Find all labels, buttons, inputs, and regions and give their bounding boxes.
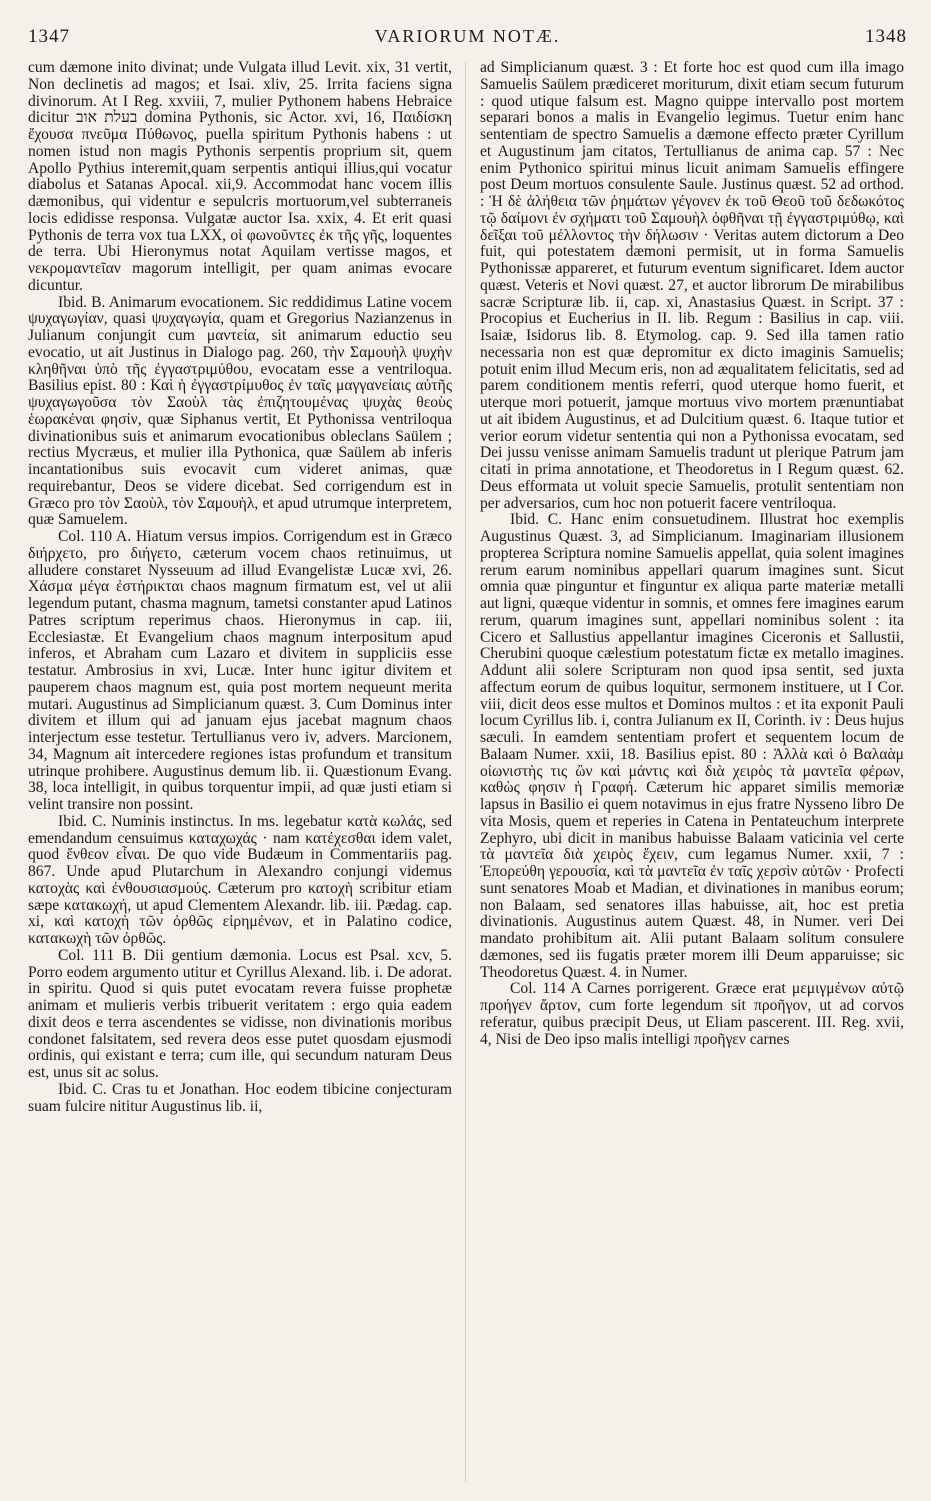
- paragraph: Ibid. C. Hanc enim consuetudinem. Illustrat hoc exemplis Augustinus Quæst. 3, ad Simplicianum. Imaginariam illusionem propterea Scriptura nomine Samuelis appellat, quia solent imagines rerum earum nominibus appellari quarum imagines sunt. Sicut omnia quæ pinguntur et finguntur ex aliqua parte materiæ metalli aut ligni, quæque videntur in somnis, et omnes fere imagines earum rerum, quarum imagines sunt, appellari nominibus solent : ita Cicero et Sallustius appellantur imagines Ciceronis et Sallustii, Cherubini quoque cælestium potestatum fictæ ex metallo imagines. Addunt alii solere Scripturam non quod ipsa sentit, sed juxta affectum eorum de quibus loquitur, sermonem instituere, ut I Cor. viii, dicit deos esse multos et Dominos multos : et ita exponit Pauli locum Cyrillus lib. i, contra Julianum ex II, Corinth. iv : Deus hujus sæculi. In eamdem sententiam profert et sequentem locum de Balaam Numer. xxii, 18. Basilius epist. 80 : Ἀλλὰ καὶ ὁ Βαλαὰμ οἰωνιστὴς τις ὢν καὶ μάντις καὶ διὰ χειρὸς τὰ μαντεῖα φέρων, καθὼς φησιν ἡ Γραφή. Cæterum hic apparet similis memoriæ lapsus in Basilio ei quem notavimus in ejus fratre Nysseno libro De vita Mosis, quem et reperies in Catena in Pentateuchum interprete Zephyro, ubi dicit in manibus habuisse Balaam vaticinia vel certe τὰ μαντεῖα διὰ χειρὸς ἔχειν, cum legamus Numer. xxii, 7 : Ἐπορεύθη γερουσία, καὶ τὰ μαντεῖα ἐν ταῖς χερσὶν αὐτῶν · Profecti sunt senatores Moab et Madian, et divinationes in manibus eorum; non Balaam, sed senatores illas habuisse, ait, hoc est pretia divinationis. Augustinus autem Quæst. 48, in Numer. veri Dei mandato prohibitum ait. Alii putant Balaam solitum consulere dæmones, sed iis fugatis præter morem illi Deum apparuisse; sic Theodoretus Quæst. 4. in Numer.: [480, 511, 904, 981]
- running-header: [28, 26, 907, 52]
- right-column: [480, 60, 904, 1048]
- page-number-right: 1348: [865, 26, 907, 47]
- column-divider: [465, 62, 466, 1482]
- page-number-left: 1347: [28, 26, 70, 47]
- paragraph: Col. 111 B. Dii gentium dæmonia. Locus est Psal. xcv, 5. Porro eodem argumento utitur et Cyrillus Alexand. lib. i. De adorat. in spiritu. Quod si quis putet evocatam revera fuisse prophetæ animam et mulieris verbis tribuerit veritatem : ergo quia eadem dixit deos e terra ascendentes se vidisse, non divinationis moribus condonet falsitatem, sed revera deos esse putet quosdam ejusmodi ordinis, qui existant e terra; cum ille, qui secundum naturam Deus est, unus sit ac solus.: [28, 946, 452, 1081]
- running-title: VARIORUM NOTÆ.: [374, 26, 561, 46]
- paragraph: ad Simplicianum quæst. 3 : Et forte hoc est quod cum illa imago Samuelis Saülem prædiceret moriturum, dixit etiam secum futurum : quod utique falsum est. Magno quippe intervallo post mortem separari bonos a malis in Evangelio legimus. Tuetur enim hanc sententiam de spectro Samuelis a dæmone effecto præter Cyrillum et Augustinum jam citatos, Tertullianus de anima cap. 57 : Nec enim Pythonico spiritui minus licuit animam Samuelis effingere post Deum mortuos consulente Saule. Justinus quæst. 52 ad orthod. : Ἡ δὲ ἀλήθεια τῶν ῥημάτων γέγονεν ἐκ τοῦ Θεοῦ τοῦ δεδωκότος τῷ δαίμονι ἐν σχήματι τοῦ Σαμουὴλ ὀφθῆναι τῇ ἐγγαστριμύθῳ, καὶ δεῖξαι τοῦ μέλλοντος τὴν δήλωσιν · Veritas autem dictorum a Deo fuit, qui potestatem dæmoni permisit, ut in forma Samuelis Pythonissæ appareret, et futurum eventum significaret. Idem auctor quæst. Veteris et Novi quæst. 27, et auctor librorum De mirabilibus sacræ Scripturæ lib. ii, cap. xi, Anastasius Quæst. in Script. 37 : Procopius et Eucherius in II. lib. Regum : Basilius in cap. viii. Isaiæ, Isidorus lib. 8. Etymolog. cap. 9. Sed illa tamen ratio necessaria non est quæ depromitur ex dicto imaginis Samuelis; potuit enim illud Mecum eris, non ad æqualitatem felicitatis, sed ad parem conditionem mentis referri, quod uterque homo fuerit, et uterque mori potuerit, jamque mortuus vivo mortem prænuntiabat ut ait ibidem Augustinus, et ad Dulcitium quæst. 6. Itaque tutior et verior eorum videtur sententia qui non a Pythonissa evocatam, sed Dei jussu venisse animam Samuelis tradunt ut plerique Patrum jam citati in prima annotatione, et Theodoretus in I Regum quæst. 62. Deus efformata ut voluit specie Samuelis, protulit sententiam non per adversarios, cum hoc non potuerit facere ventriloqua.: [480, 59, 904, 512]
- paragraph: cum dæmone inito divinat; unde Vulgata illud Levit. xix, 31 vertit, Non declinetis ad magos; et Isai. xliv, 25. Irrita faciens signa divinorum. At I Reg. xxviii, 7, mulier Pythonem habens Hebraice dicitur בעלת אוב domina Pythonis, sic Actor. xvi, 16, Παιδίσκη ἔχουσα πνεῦμα Πύθωνος, puella spiritum Pythonis habens : ut nomen istud non magis Pythonis serpentis proprium sit, quem Apollo Pythius interemit,quam serpentis antiqui illius,qui vocatur diabolus et Satanas Apocal. xii,9. Accommodat hanc vocem illis dæmonibus, qui videntur e sepulcris mortuorum,vel subterraneis locis edidisse responsa. Vulgatæ auctor Isa. xxix, 4. Et erit quasi Pythonis de terra vox tua LXX, οἱ φωνοῦντες ἐκ τῆς γῆς, loquentes de terra. Ubi Hieronymus notat Aquilam vertisse magos, et νεκρομαντεῖαν magorum intelligit, per quam animas evocare dicuntur.: [28, 59, 453, 294]
- paragraph: Ibid. C. Cras tu et Jonathan. Hoc eodem tibicine conjecturam suam fulcire nititur Augustinus lib. ii,: [28, 1080, 452, 1115]
- paragraph: Ibid. B. Animarum evocationem. Sic reddidimus Latine vocem ψυχαγωγίαν, quasi ψυχαγωγία, quam et Gregorius Nazianzenus in Julianum conjungit cum μαντεία, sit animarum eductio seu evocatio, ut ait Justinus in Dialogo pag. 260, τὴν Σαμουὴλ ψυχὴν κληθῆναι ὑπὸ τῆς ἐγγαστριμύθου, evocatam esse a ventriloqua. Basilius epist. 80 : Καὶ ἡ ἐγγαστρίμυθος ἐν ταῖς μαγγανείαις αὐτῆς ψυχαγωγοῦσα τὸν Σαοὺλ τὰς ἐπιζητουμένας ψυχὰς θεοὺς ἑωρακέναι φησίν, quæ Siphanus vertit, Et Pythonissa ventriloqua divinationibus suis et animarum evocationibus obleclans Saülem ; rectius Mycræus, et mulier illa Pythonica, quæ Saülem ab inferis incantationibus suis evocavit cum videret animas, quæ requirebantur, Deos se videre dicebat. Sed corrigendum est in Græco pro τὸν Σαοὺλ, τὸν Σαμουὴλ, et apud utrumque interpretem, quæ Samuelem.: [28, 293, 452, 529]
- paragraph: Col. 114 A Carnes porrigerent. Græce erat μεμιγμένων αὐτῷ προήγεν ἄρτον, cum forte legendum sit προῆγον, ut ad corvos referatur, quibus præcipit Deus, ut Eliam pascerent. III. Reg. xvii, 4, Nisi de Deo ipso malis intelligi προῆγεν carnes: [480, 980, 904, 1048]
- left-column: [28, 60, 452, 1115]
- paragraph: Col. 110 A. Hiatum versus impios. Corrigendum est in Græco διήρχετο, pro διήγετο, cæterum vocem chaos retinuimus, ut alludere constaret Nysseuum ad illud Evangelistæ Lucæ xvi, 26. Χάσμα μέγα ἐστήρικται chaos magnum firmatum est, vel ut alii legendum putant, chasma magnum, tametsi constanter apud Latinos Patres scriptum reperimus chaos. Hieronymus in cap. iii, Ecclesiastæ. Et Evangelium chaos magnum interpositum apud inferos, et Abraham cum Lazaro et divitem in suppliciis esse testatur. Ambrosius in xvi, Lucæ. Inter hunc igitur divitem et pauperem chaos magnum est, quia post mortem nequeunt merita mutari. Augustinus ad Simplicianum quæst. 3. Cum Dominus inter divitem et illum qui ad januam ejus jacebat magnum chaos interjectum esse testetur. Tertullianus vero iv, advers. Marcionem, 34, Magnum ait intercedere regiones istas profundum et transitum utrinque prohibere. Augustinus demum lib. ii. Quæstionum Evang. 38, loca intelligit, in quibus torquentur impii, ad quæ justi etiam si velint transire non possint.: [28, 528, 452, 813]
- paragraph: Ibid. C. Numinis instinctus. In ms. legebatur κατὰ κωλάς, sed emendandum censuimus καταχωχάς · nam κατέχεσθαι idem valet, quod ἔνθεον εἶναι. De quo vide Budæum in Commentariis pag. 867. Unde apud Plutarchum in Alexandro conjungi videmus κατοχὰς καὶ ἐνθουσιασμούς. Cæterum pro κατοχὴ scribitur etiam sæpe κατακωχή, ut apud Clementem Alexandr. lib. iii. Pædag. cap. xi, καὶ κατοχὴ τῶν ὀρθῶς εἰρημένων, et in Palatino codice, κατακωχὴ τῶν ὀρθῶς.: [28, 812, 452, 947]
